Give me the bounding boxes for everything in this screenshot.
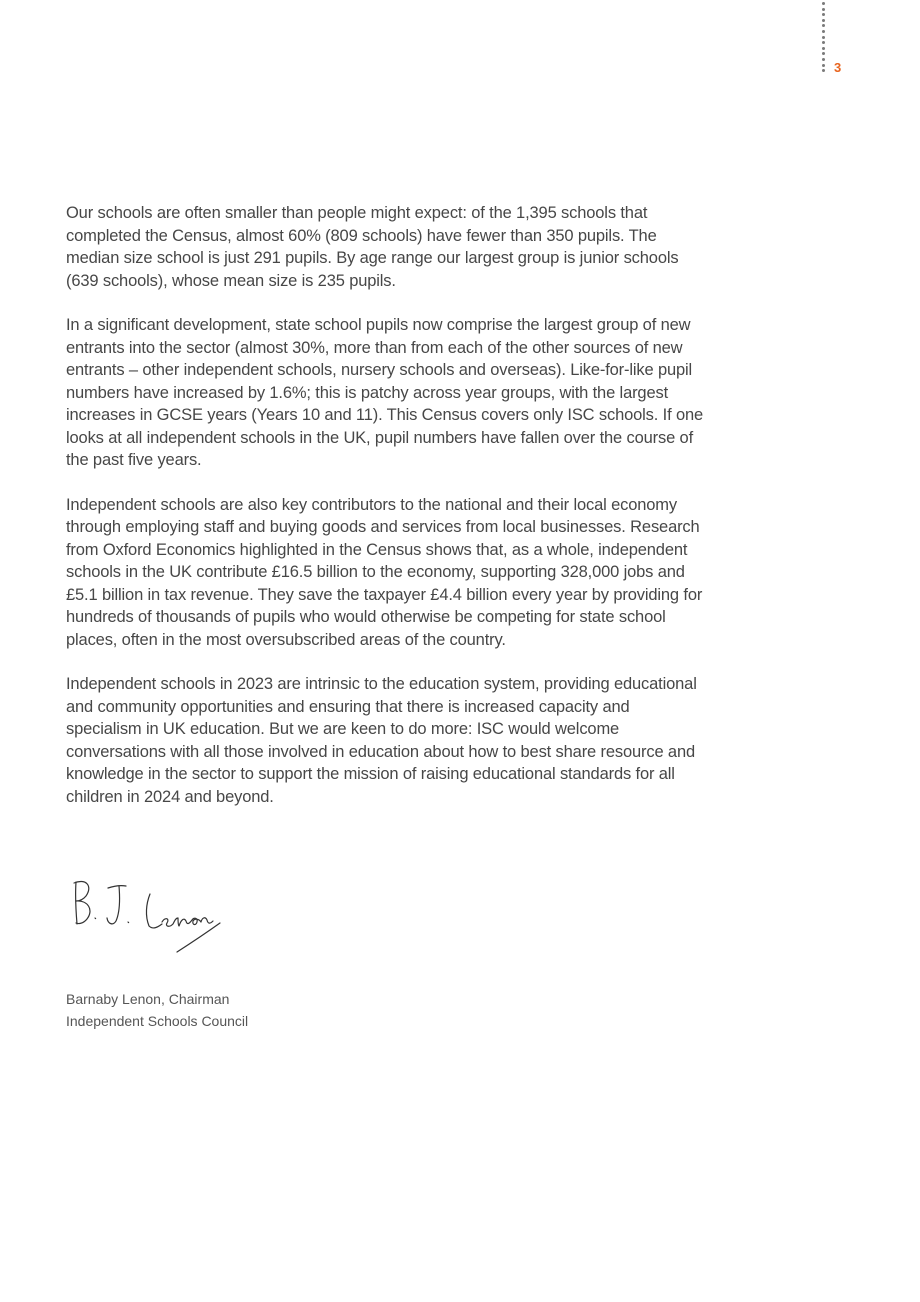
marker-dot [822, 13, 825, 16]
marker-dot [822, 30, 825, 33]
marker-dot [822, 8, 825, 11]
page-number: 3 [834, 60, 842, 75]
marker-dot [822, 69, 825, 72]
paragraph-4: Independent schools in 2023 are intrinsic to the education system, providing educational and community opportunities and ensuring that there is increased capacity and specialism in UK education. But we are keen to do more: ISC would welcome conversations with all those involved in education about how to best share resource and knowledge in the sector to support the mission of raising educational standards for all children in 2024 and beyond. [66, 675, 697, 806]
marker-dot [822, 36, 825, 39]
sign-off [66, 988, 248, 1032]
marker-dot [822, 41, 825, 44]
marker-dot [822, 24, 825, 27]
paragraph-2: In a significant development, state school pupils now comprise the largest group of new entrants into the sector (almost 30%, more than from each of the other sources of new entrants – other independent schools, nursery schools and overseas). Like-for-like pupil numbers have increased by 1.6%; this is patchy across year groups, with the largest increases in GCSE years (Years 10 and 11). This Census covers only ISC schools. If one looks at all independent schools in the UK, pupil numbers have fallen over the course of the past five years. [66, 316, 704, 469]
signature-icon [66, 872, 236, 962]
paragraph-1: Our schools are often smaller than people might expect: of the 1,395 schools that completed the Census, almost 60% (809 schools) have fewer than 350 pupils. The median size school is just 291 pupils. By age range our largest group is junior schools (639 schools), whose mean size is 235 pupils. [66, 204, 679, 290]
signatory-organisation: Independent Schools Council [66, 1013, 249, 1029]
paragraph-3: Independent schools are also key contributors to the national and their local economy through employing staff and buying goods and services from local businesses. Research from Oxford Economics highlighted in the Census shows that, as a whole, independent schools in the UK contribute £16.5 billion to the economy, supporting 328,000 jobs and £5.1 billion in tax revenue. They save the taxpayer £4.4 billion every year by providing for hundreds of thousands of pupils who would otherwise be competing for state school places, often in the most oversubscribed areas of the country. [66, 495, 703, 649]
marker-dot [822, 47, 825, 50]
signatory-name: Barnaby Lenon, Chairman [66, 991, 230, 1007]
marker-dot [822, 64, 825, 67]
marker-dot [822, 52, 825, 55]
page-marker-dots [820, 2, 828, 76]
marker-dot [822, 58, 825, 61]
marker-dot [822, 2, 825, 5]
letter-body [66, 202, 706, 830]
marker-dot [822, 19, 825, 22]
